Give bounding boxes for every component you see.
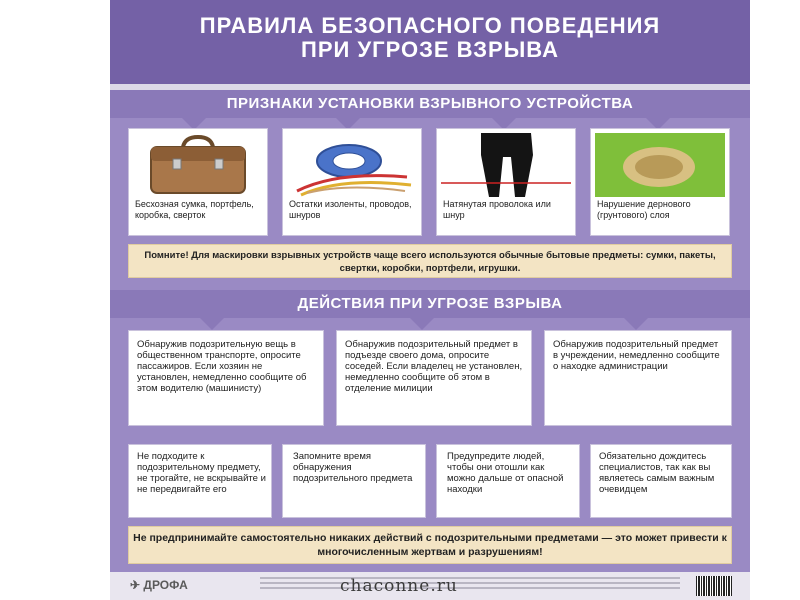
bird-icon: ✈ (130, 578, 141, 592)
action-text: Обнаружив подозрительный предмет в подъезде своего дома, опросите соседей. Если владелец не установлен, немедленно сообщите об этом в отделение милиции (345, 339, 523, 394)
pointer-notch (636, 432, 660, 444)
action-text: Не подходите к подозрительному предмету, не трогайте, не вскрывайте и не передвигайте его (137, 451, 266, 495)
pointer-notch (332, 432, 356, 444)
action-card-entrance (336, 330, 532, 426)
section-heading-signs: ПРИЗНАКИ УСТАНОВКИ ВЗРЫВНОГО УСТРОЙСТВА (110, 90, 750, 118)
publisher-name: ДРОФА (143, 578, 188, 592)
pointer-notch (484, 432, 508, 444)
watermark: chaconne.ru (340, 576, 458, 596)
action-card-dont-touch (128, 444, 272, 518)
action-text: Обязательно дождитесь специалистов, так как вы являетесь самым важным очевидцем (599, 451, 715, 495)
sign-caption: Нарушение дернового (грунтового) слоя (597, 199, 691, 220)
title-line-2: ПРИ УГРОЗЕ ВЗРЫВА (301, 37, 559, 62)
action-text: Обнаружив подозрительный предмет в учреждении, немедленно сообщите о находке администрации (553, 339, 720, 372)
publisher-logo (130, 578, 188, 592)
title-band (110, 0, 750, 84)
poster-footer (110, 572, 750, 600)
tape-roll-icon (287, 133, 417, 197)
sign-card-tape (282, 128, 422, 236)
sign-caption: Бесхозная сумка, портфель, коробка, сверток (135, 199, 254, 220)
sign-card-wire (436, 128, 576, 236)
poster-title (110, 14, 750, 62)
action-card-warn-people (436, 444, 580, 518)
sign-card-bag (128, 128, 268, 236)
sign-caption: Натянутая проволока или шнур (443, 199, 551, 220)
action-text: Предупредите людей, чтобы они отошли как можно дальше от опасной находки (447, 451, 564, 495)
section-heading-actions: ДЕЙСТВИЯ ПРИ УГРОЗЕ ВЗРЫВА (110, 290, 750, 318)
action-text: Запомните время обнаружения подозрительного предмета (293, 451, 413, 484)
pointer-notch (624, 318, 648, 330)
notice-warning: Не предпринимайте самостоятельно никаких действий с подозрительными предметами — это может привести к многочисленным жертвам и разрушениям! (128, 526, 732, 564)
pointer-notch (410, 318, 434, 330)
poster (110, 0, 750, 600)
notice-disguise: Помните! Для маскировки взрывных устройств чаще всего используются обычные бытовые предметы: сумки, пакеты, свертки, коробки, портфели, игрушки. (128, 244, 732, 278)
fine-print (260, 577, 680, 579)
sign-caption: Остатки изоленты, проводов, шнуров (289, 199, 412, 220)
tripwire-icon (441, 133, 571, 197)
barcode-icon (696, 576, 732, 596)
action-card-time (282, 444, 426, 518)
action-card-office (544, 330, 732, 426)
disturbed-soil-icon (595, 133, 725, 197)
pointer-notch (200, 318, 224, 330)
title-line-1: ПРАВИЛА БЕЗОПАСНОГО ПОВЕДЕНИЯ (199, 13, 661, 38)
action-text: Обнаружив подозрительную вещь в общественном транспорте, опросите пассажиров. Если хозяин не установлен, немедленно сообщите об этом водителю (машинисту) (137, 339, 307, 394)
action-card-transport (128, 330, 324, 426)
briefcase-icon (133, 133, 263, 197)
pointer-notch (180, 432, 204, 444)
sign-card-soil (590, 128, 730, 236)
action-card-wait (590, 444, 732, 518)
